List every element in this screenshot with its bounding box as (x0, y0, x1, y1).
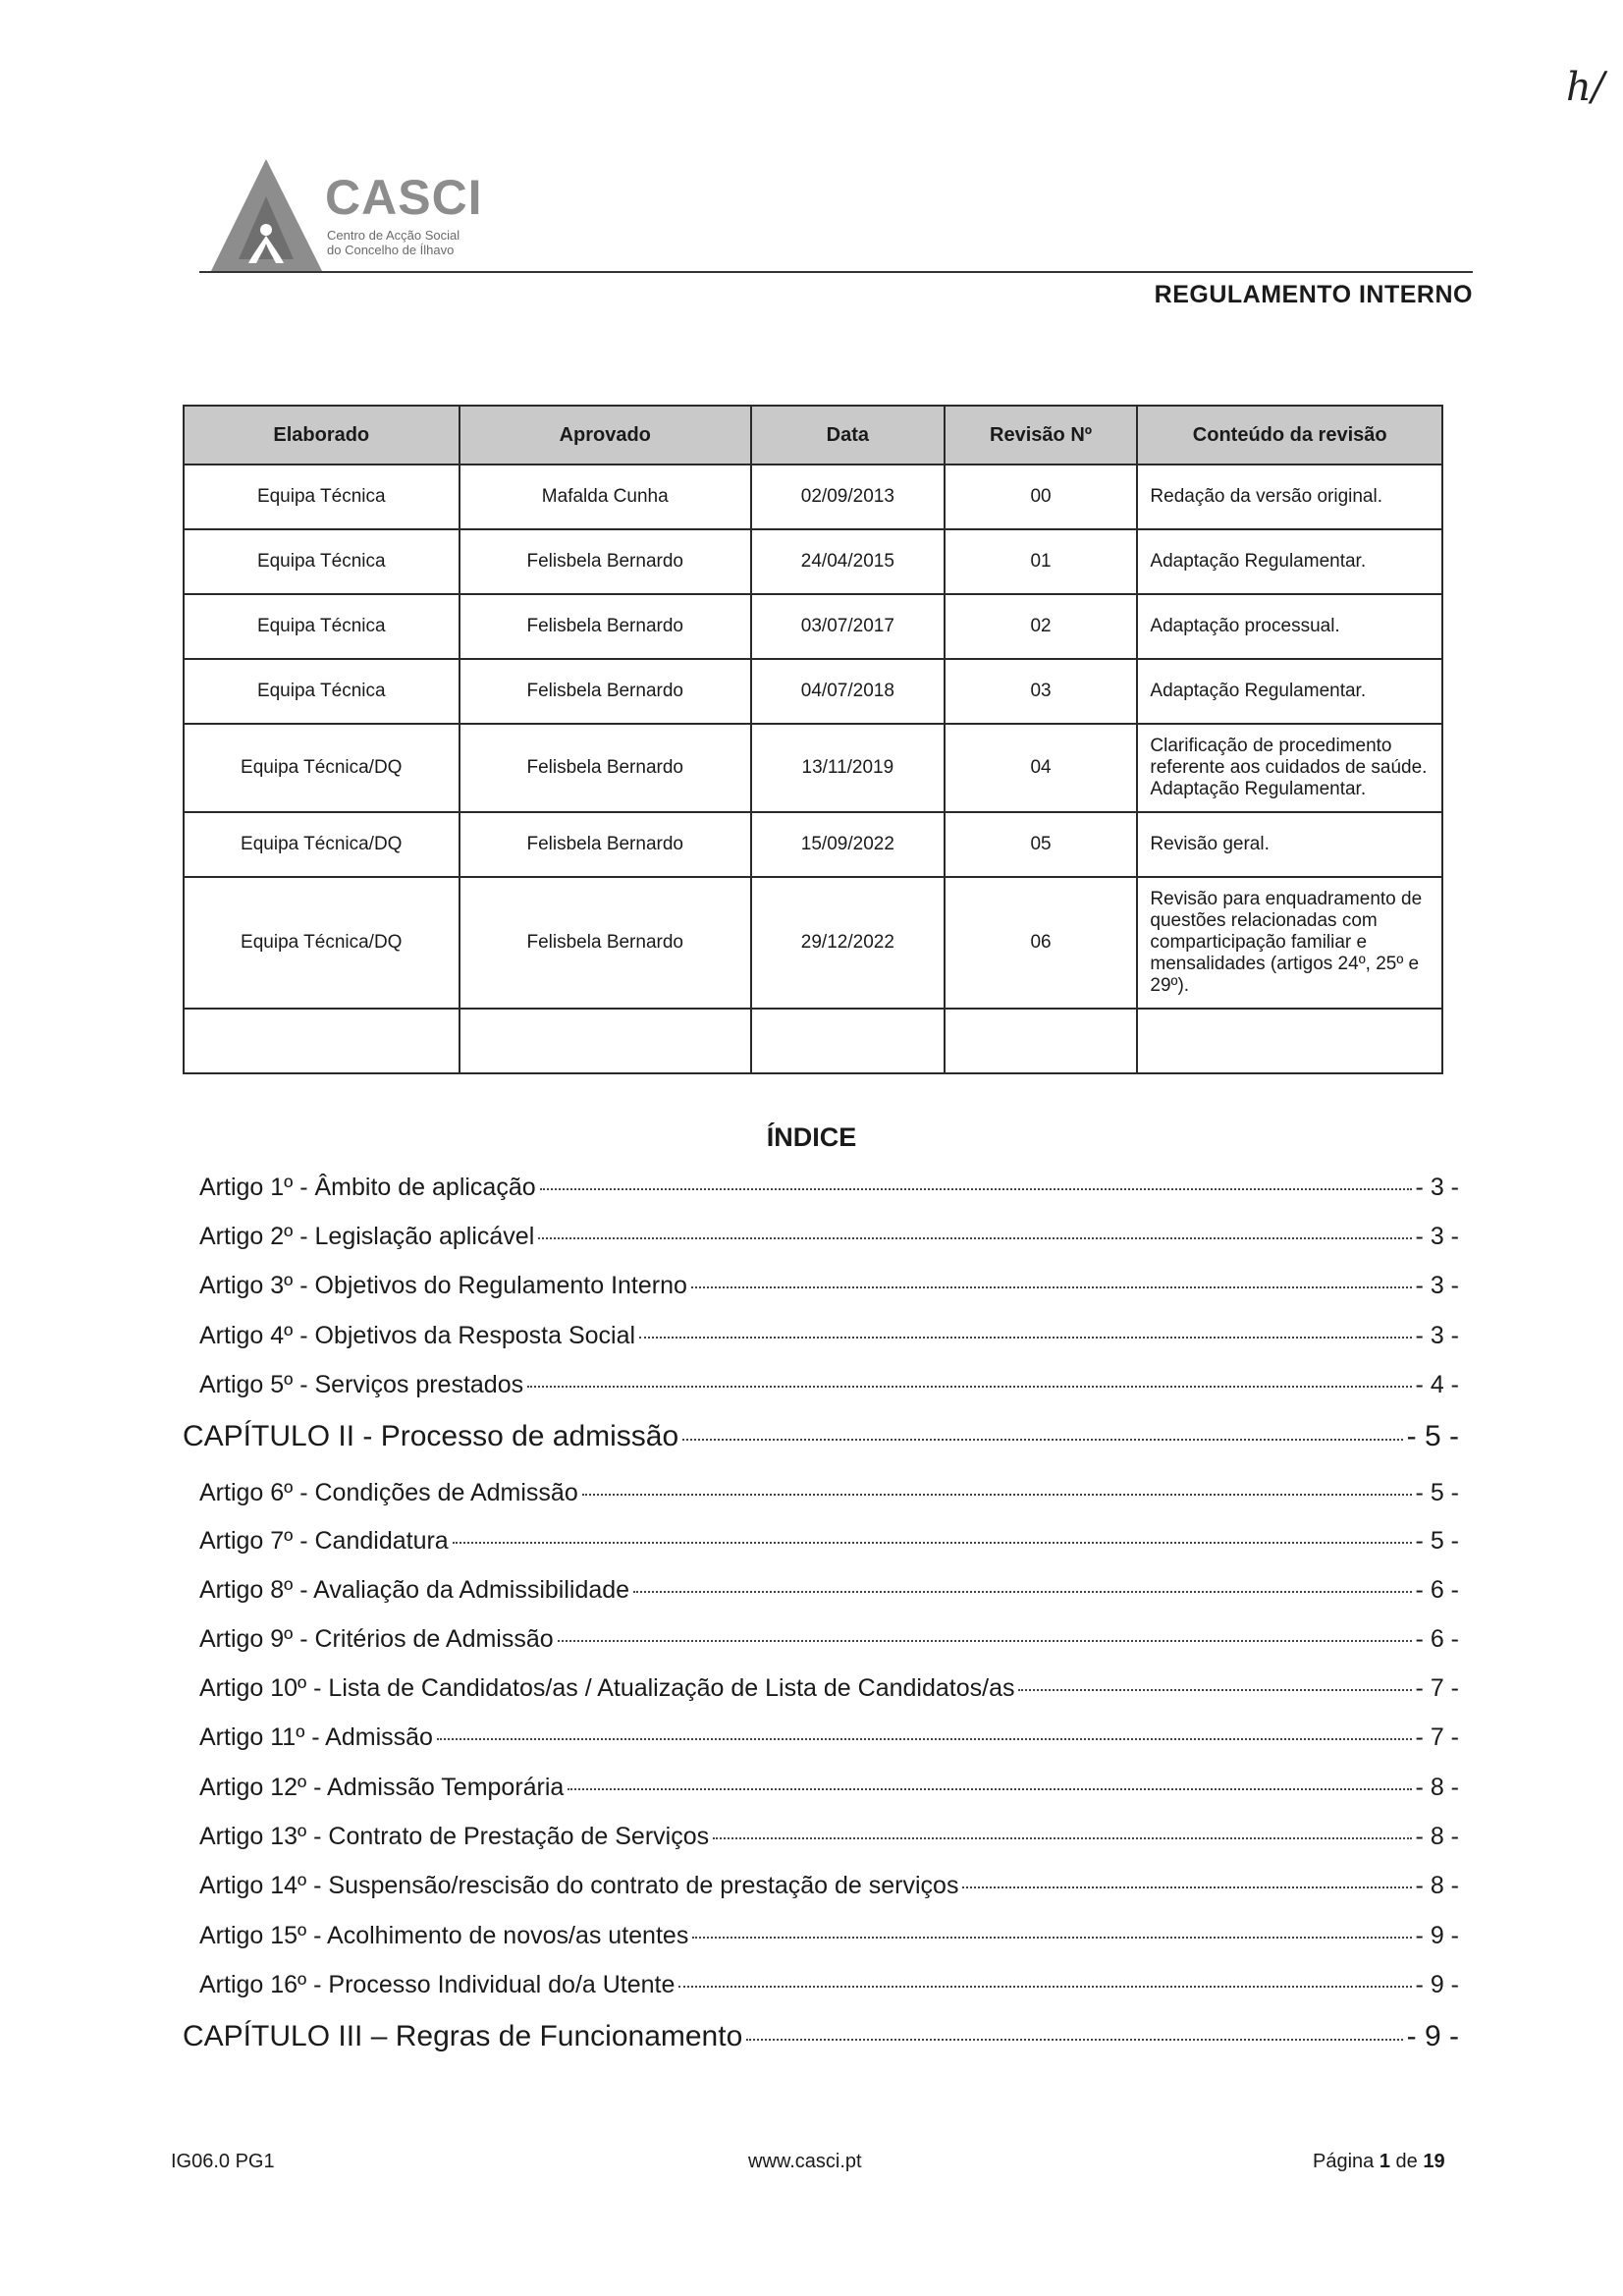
toc-entry-title: Artigo 12º - Admissão Temporária (199, 1774, 565, 1801)
cell-elaborado: Equipa Técnica (184, 659, 460, 724)
toc-entry-title: CAPÍTULO II - Processo de admissão (183, 1420, 679, 1452)
cell-data: 29/12/2022 (751, 877, 945, 1009)
toc-leader-dots (453, 1542, 1412, 1544)
toc-article-entry[interactable] (199, 1371, 1459, 1399)
cell-elaborado: Equipa Técnica (184, 465, 460, 529)
cell-elaborado: Equipa Técnica/DQ (184, 812, 460, 877)
toc-leader-dots (713, 1837, 1411, 1839)
cell-conteudo (1137, 1009, 1442, 1073)
cell-data: 04/07/2018 (751, 659, 945, 724)
toc-entry-title: Artigo 2º - Legislação aplicável (199, 1223, 535, 1250)
toc-entry-page: - 5 - (1415, 1527, 1459, 1555)
toc-entry-page: - 3 - (1415, 1272, 1459, 1299)
header-divider (199, 271, 1473, 273)
header-aprovado: Aprovado (460, 406, 751, 465)
footer-page-number (1313, 2151, 1445, 2173)
toc-entry-page: - 6 - (1415, 1576, 1459, 1604)
table-row (184, 1009, 1442, 1073)
cell-aprovado: Felisbela Bernardo (460, 877, 751, 1009)
cell-conteudo: Revisão para enquadramento de questões relacionadas com comparticipação familiar e mensalidades (artigos 24º, 25º e 29º). (1137, 877, 1442, 1009)
toc-entry-page: - 8 - (1415, 1774, 1459, 1801)
toc-article-entry[interactable] (199, 1272, 1459, 1300)
cell-conteudo: Redação da versão original. (1137, 465, 1442, 529)
toc-leader-dots (639, 1337, 1411, 1339)
cell-revisao: 01 (945, 529, 1138, 594)
toc-entry-title: CAPÍTULO III – Regras de Funcionamento (183, 2020, 743, 2052)
cell-data: 24/04/2015 (751, 529, 945, 594)
toc-entry-title: Artigo 5º - Serviços prestados (199, 1371, 524, 1398)
toc-entry-page: - 8 - (1415, 1823, 1459, 1850)
toc-article-entry[interactable] (199, 1971, 1459, 1999)
toc-leader-dots (633, 1591, 1411, 1593)
toc-entry-page: - 5 - (1406, 1420, 1459, 1452)
toc-entry-page: - 3 - (1415, 1223, 1459, 1250)
toc-article-entry[interactable] (199, 1774, 1459, 1802)
table-row (184, 659, 1442, 724)
logo-name: CASCI (325, 170, 483, 225)
cell-revisao: 02 (945, 594, 1138, 659)
cell-data: 03/07/2017 (751, 594, 945, 659)
toc-leader-dots (682, 1439, 1402, 1441)
cell-conteudo: Adaptação Regulamentar. (1137, 659, 1442, 724)
toc-article-entry[interactable] (199, 1223, 1459, 1251)
toc-entry-page: - 3 - (1415, 1322, 1459, 1349)
toc-entry-page: - 6 - (1415, 1625, 1459, 1653)
index-title: ÍNDICE (766, 1122, 857, 1152)
table-row (184, 724, 1442, 812)
toc-entry-page: - 7 - (1415, 1674, 1459, 1702)
toc-leader-dots (538, 1237, 1411, 1239)
casci-logo (209, 157, 504, 275)
footer-document-code: IG06.0 PG1 (171, 2151, 275, 2172)
cell-elaborado: Equipa Técnica (184, 529, 460, 594)
toc-article-entry[interactable] (199, 1723, 1459, 1752)
toc-leader-dots (691, 1286, 1412, 1288)
cell-conteudo: Clarificação de procedimento referente aos cuidados de saúde. Adaptação Regulamentar. (1137, 724, 1442, 812)
toc-entry-page: - 9 - (1415, 1922, 1459, 1949)
header-elaborado: Elaborado (184, 406, 460, 465)
cell-revisao: 04 (945, 724, 1138, 812)
toc-entry-title: Artigo 9º - Critérios de Admissão (199, 1625, 554, 1653)
cell-aprovado: Felisbela Bernardo (460, 724, 751, 812)
table-row (184, 465, 1442, 529)
page-number-handwritten: ℎ/ (1566, 65, 1605, 110)
toc-leader-dots (678, 1986, 1411, 1988)
cell-revisao (945, 1009, 1138, 1073)
cell-aprovado: Mafalda Cunha (460, 465, 751, 529)
toc-entry-title: Artigo 4º - Objetivos da Resposta Social (199, 1322, 636, 1349)
logo-subtitle (327, 228, 460, 257)
toc-entry-title: Artigo 8º - Avaliação da Admissibilidade (199, 1576, 630, 1604)
toc-entry-title: Artigo 13º - Contrato de Prestação de Serviços (199, 1823, 710, 1850)
toc-article-entry[interactable] (199, 1527, 1459, 1556)
cell-elaborado: Equipa Técnica/DQ (184, 724, 460, 812)
revision-table-header (184, 406, 1442, 465)
toc-entry-title: Artigo 10º - Lista de Candidatos/as / Atualização de Lista de Candidatos/as (199, 1674, 1015, 1702)
toc-entry-page: - 9 - (1415, 1971, 1459, 1998)
footer-website-link[interactable]: www.casci.pt (748, 2151, 862, 2172)
toc-leader-dots (437, 1738, 1412, 1740)
cell-conteudo: Revisão geral. (1137, 812, 1442, 877)
toc-article-entry[interactable] (199, 1922, 1459, 1950)
toc-entry-page: - 8 - (1415, 1872, 1459, 1899)
toc-leader-dots (692, 1937, 1411, 1939)
table-row (184, 529, 1442, 594)
cell-conteudo: Adaptação Regulamentar. (1137, 529, 1442, 594)
toc-article-entry[interactable] (199, 1625, 1459, 1654)
toc-entry-title: Artigo 14º - Suspensão/rescisão do contrato de prestação de serviços (199, 1872, 959, 1899)
page-label: Página (1313, 2151, 1375, 2172)
document-title: REGULAMENTO INTERNO (1154, 281, 1473, 308)
cell-aprovado (460, 1009, 751, 1073)
toc-leader-dots (568, 1788, 1411, 1790)
cell-revisao: 03 (945, 659, 1138, 724)
toc-leader-dots (582, 1494, 1412, 1496)
toc-chapter-entry[interactable] (183, 1420, 1459, 1453)
toc-entry-page: - 4 - (1415, 1371, 1459, 1398)
cell-revisao: 05 (945, 812, 1138, 877)
toc-entry-title: Artigo 1º - Âmbito de aplicação (199, 1174, 536, 1201)
logo-triangle-icon (209, 157, 327, 275)
toc-entry-title: Artigo 6º - Condições de Admissão (199, 1479, 578, 1506)
revision-table (183, 405, 1443, 1074)
cell-data: 02/09/2013 (751, 465, 945, 529)
toc-entry-page: - 5 - (1415, 1479, 1459, 1506)
header-conteudo: Conteúdo da revisão (1137, 406, 1442, 465)
toc-entry-title: Artigo 11º - Admissão (199, 1723, 433, 1751)
cell-elaborado: Equipa Técnica/DQ (184, 877, 460, 1009)
toc-leader-dots (962, 1886, 1411, 1888)
toc-entry-title: Artigo 15º - Acolhimento de novos/as utentes (199, 1922, 689, 1949)
toc-entry-title: Artigo 16º - Processo Individual do/a Utente (199, 1971, 676, 1998)
table-row (184, 594, 1442, 659)
toc-entry-page: - 9 - (1406, 2020, 1459, 2052)
cell-revisao: 06 (945, 877, 1138, 1009)
toc-article-entry[interactable] (199, 1674, 1459, 1703)
toc-leader-dots (1018, 1689, 1411, 1691)
toc-leader-dots (558, 1640, 1412, 1642)
cell-elaborado: Equipa Técnica (184, 594, 460, 659)
toc-entry-page: - 7 - (1415, 1723, 1459, 1751)
cell-aprovado: Felisbela Bernardo (460, 812, 751, 877)
logo-sub-line2: do Concelho de Ílhavo (327, 243, 455, 257)
table-row (184, 812, 1442, 877)
header-revisao: Revisão Nº (945, 406, 1138, 465)
toc-article-entry[interactable] (199, 1823, 1459, 1851)
cell-data: 15/09/2022 (751, 812, 945, 877)
toc-article-entry[interactable] (199, 1872, 1459, 1900)
toc-entry-title: Artigo 3º - Objetivos do Regulamento Interno (199, 1272, 687, 1299)
logo-sub-line1: Centro de Acção Social (327, 228, 460, 243)
cell-aprovado: Felisbela Bernardo (460, 594, 751, 659)
cell-aprovado: Felisbela Bernardo (460, 659, 751, 724)
toc-article-entry[interactable] (199, 1322, 1459, 1350)
cell-aprovado: Felisbela Bernardo (460, 529, 751, 594)
toc-leader-dots (540, 1188, 1412, 1190)
cell-data: 13/11/2019 (751, 724, 945, 812)
header-data: Data (751, 406, 945, 465)
page-total: 19 (1423, 2151, 1445, 2172)
toc-entry-page: - 3 - (1415, 1174, 1459, 1201)
toc-entry-title: Artigo 7º - Candidatura (199, 1527, 449, 1555)
toc-chapter-entry[interactable] (183, 2020, 1459, 2053)
page-of: de (1395, 2151, 1418, 2172)
toc-article-entry[interactable] (199, 1576, 1459, 1605)
toc-leader-dots (746, 2039, 1402, 2041)
page-current: 1 (1379, 2151, 1390, 2172)
cell-elaborado (184, 1009, 460, 1073)
toc-article-entry[interactable] (199, 1479, 1459, 1507)
cell-revisao: 00 (945, 465, 1138, 529)
cell-conteudo: Adaptação processual. (1137, 594, 1442, 659)
cell-data (751, 1009, 945, 1073)
toc-article-entry[interactable] (199, 1174, 1459, 1202)
toc-leader-dots (527, 1386, 1411, 1388)
table-row (184, 877, 1442, 1009)
